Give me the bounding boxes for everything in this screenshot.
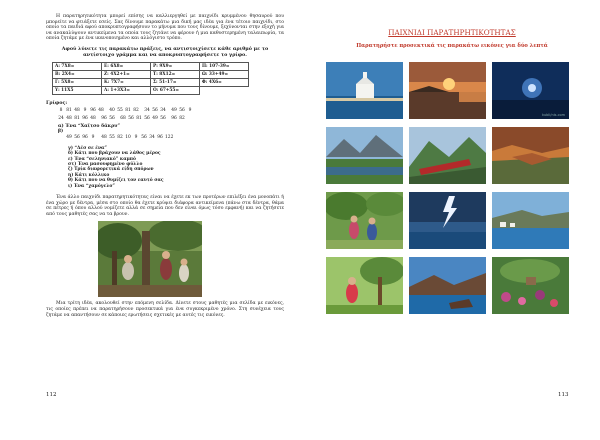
page-number-right: 113: [558, 392, 569, 398]
photo-red-train-mountains: [409, 127, 486, 184]
puzzle-number: 56: [128, 115, 134, 121]
page-number-left: 112: [46, 392, 57, 398]
puzzle-number: 56: [74, 134, 80, 140]
watermark: kubli/nis.com: [542, 113, 566, 117]
puzzle-word: [58, 108, 104, 113]
clue-list: [46, 146, 284, 189]
puzzle-row-3: [66, 135, 284, 140]
puzzle-number: 96: [90, 107, 96, 113]
puzzle-number: 82: [133, 107, 139, 113]
puzzle-number: 9: [188, 107, 192, 113]
puzzle-number: 48: [74, 107, 80, 113]
puzzle-number: 81: [74, 115, 80, 121]
clue-item: δ) Κάτι που βράχουν να λάθος μέρος: [68, 151, 161, 157]
photo-girl-with-tree: [326, 257, 403, 314]
operation-cell: Φ: 4Χ6=: [200, 78, 249, 86]
puzzle-number: 55: [117, 107, 123, 113]
puzzle-number: 55: [109, 134, 115, 140]
puzzle-number: 49: [152, 115, 158, 121]
photo-ocean-rocks: [409, 257, 486, 314]
operation-cell: Τ: 8Χ12=: [151, 70, 200, 78]
puzzle-number: 81: [66, 107, 72, 113]
puzzle-number: 49: [66, 134, 72, 140]
photo-storm-lightning: [409, 192, 486, 249]
photo-coastal-village: [492, 192, 569, 249]
instruction-heading: Αφού λύνετε τις παρακάτω πράξεις, να αντιστοιχίσετε κάθε αριθμό με το αντίστοιχο γράμμα και να αποκρυπτογραφήσετε το γρίφο.: [61, 45, 269, 58]
operation-cell: Α: 7Χ8=: [53, 62, 102, 70]
photo-flower-garden: [492, 257, 569, 314]
puzzle-number: 96: [82, 115, 88, 121]
puzzle-number: 34: [144, 107, 150, 113]
puzzle-number: 96: [101, 115, 107, 121]
puzzle-number: 8: [59, 107, 63, 113]
photo-children-in-garden: [326, 192, 403, 249]
puzzle-word: [101, 134, 174, 140]
photo-church-by-sea: [326, 62, 403, 119]
operation-cell: Ο: 67+55=: [151, 86, 200, 94]
operation-cell: Υ: 11Χ5: [53, 86, 102, 94]
second-paragraph: Ένα άλλο παιχνίδι παρατηρητικότητας είναι να έχετε εκ των προτέρων επιλέξει ένα μονοπάτι ή ένα χώρο με δέντρα, μέσα στο οποίο θα έχετε κρύψει διάφορα αντικείμενα (πάνω στα δέντρα, θάμα σε πέτρες ή όπου αλλού νομίζετε αλλά σε σημεία που δεν είναι όμως τόσο εμφανή) και να ζητήσετε από τους μαθητές σας να τα βρουν.: [46, 195, 284, 217]
puzzle-number: 68: [120, 115, 126, 121]
puzzle-label: Γρίφος:: [46, 99, 68, 106]
puzzle-number: 48: [98, 107, 104, 113]
puzzle-number: 40: [109, 107, 115, 113]
operations-table: [52, 62, 249, 95]
clue-item: ζ) Τρία διαφορετικά είδη σπόρων: [68, 167, 154, 173]
answer-a: α) Ένα “Χαϊτσο δάκρυ”: [58, 123, 121, 129]
operation-cell: Κ: 7Χ7=: [102, 78, 151, 86]
puzzle-word: [66, 135, 96, 140]
puzzle-number: 96: [82, 134, 88, 140]
puzzle-number: 34: [160, 107, 166, 113]
puzzle-number: 24: [58, 115, 64, 121]
clue-item: γ) “Δέσ σε ένα”: [68, 145, 107, 151]
clue-item: ι) Ένα “χαμόγελο”: [68, 183, 115, 189]
puzzle-number: 56: [144, 115, 150, 121]
operation-cell: Β: 2Χ4=: [53, 70, 102, 78]
puzzle-row-1: [58, 108, 284, 113]
operations-row: [53, 78, 249, 86]
intro-paragraph: Η παρατηρητικότητα μπορεί επίσης να καλλιεργηθεί με παιχνίδι κρυμμένου θησαυρού που μπορείτε να φτιάξετε εσείς. Σας δίνουμε παρακάτω μια δική μας ιδέα για ένα τέτοιο παιχνίδι, στο οποίο τα παιδιά αφού αποκρυπτογραφήσουν το μήνυμα που τους δίνουμε, ξεχύνονται στην εξοχή για να ανακαλύψουν αντικείμενα τα οποία τους ζητάνε να φέρουν ή μια καθυστερημένη ταλαιπωρία, τα οποία ζητάμε με ένα ικανοποιημένο και αλλόγιστο τρόπο.: [46, 14, 284, 42]
puzzle-number: 122: [165, 134, 174, 140]
clue-item: θ) Κάτι που να θυμίζει τον εαυτό σας: [68, 178, 164, 184]
photo-night-lighthouse: [492, 62, 569, 119]
puzzle-number: 49: [171, 107, 177, 113]
third-paragraph: Μια τρίτη ιδέα, ακολουθεί στην επόμενη σελίδα. Δίνετε στους μαθητές μια σελίδα με εικόνες, τις οποίες πρέπει να παρατηρήσουν προσεκτικά για ένα συγκεκριμένο χρόνο. Στη συνέχεια τους ζητάμε να απαντήσουν σε κάποιες ερωτήσεις σχετικές με αυτές τις εικόνες.: [46, 301, 284, 318]
puzzle-number: 48: [66, 115, 72, 121]
operations-row: [53, 70, 249, 78]
operation-cell: Γ: 5Χ8=: [53, 78, 102, 86]
photo-sunset-harbor: [409, 62, 486, 119]
photo-rocky-canyon: [492, 127, 569, 184]
puzzle-number: 56: [152, 107, 158, 113]
photo-grid: [326, 62, 569, 314]
puzzle-number: 48: [90, 115, 96, 121]
operations-row: [53, 86, 249, 94]
puzzle-number: 56: [179, 107, 185, 113]
puzzle-word: [171, 108, 193, 113]
photo-mountain-lake: [326, 127, 403, 184]
operation-cell: Ε: 6Χ8=: [102, 62, 151, 70]
puzzle-number: 56: [109, 115, 115, 121]
clue-item: στ) Ένα μασουφημένο φύλλο: [68, 162, 143, 167]
puzzle-row-2: [58, 116, 284, 121]
operations-row: [53, 62, 249, 70]
puzzle-word: [171, 116, 185, 121]
operation-cell: Ω: 33+49=: [200, 70, 249, 78]
answer-b: β): [58, 129, 64, 135]
puzzle-number: 48: [101, 134, 107, 140]
clue-item: ε) Ένα “σεληνιακό” καμπό: [68, 156, 136, 162]
puzzle-word: [144, 108, 166, 113]
puzzle-number: 82: [117, 134, 123, 140]
puzzle-number: 56: [160, 115, 166, 121]
right-title: ΠΑΙΧΝΙΔΙ ΠΑΡΑΤΗΡΗΤΙΚΟΤΗΤΑΣ: [388, 28, 516, 37]
puzzle-word: [58, 116, 96, 121]
puzzle-number: 56: [141, 134, 147, 140]
puzzle-number: 34: [149, 134, 155, 140]
operation-cell: Σ: 51-17=: [151, 78, 200, 86]
puzzle-number: 9: [91, 134, 95, 140]
right-page: [300, 0, 600, 440]
puzzle-number: 9: [134, 134, 138, 140]
puzzle-number: 9: [83, 107, 87, 113]
right-subtitle: Παρατηρήστε προσεκτικά τις παρακάτω εικόνες για δύο λεπτά: [356, 43, 548, 49]
puzzle-word: [101, 116, 115, 121]
puzzle-number: 81: [125, 107, 131, 113]
puzzle-number: 82: [179, 115, 185, 121]
puzzle-number: 10: [125, 134, 131, 140]
puzzle-word: [109, 108, 139, 113]
clue-item: η) Κάτι κόλλικο: [68, 172, 110, 178]
operation-cell: Ρ: 9Χ9=: [151, 62, 200, 70]
operation-cell: Π: 107-39=: [200, 62, 249, 70]
operation-cell: Ζ: 4Χ2+1=: [102, 70, 151, 78]
puzzle-number: 96: [157, 134, 163, 140]
operation-cell: Λ: 1+3Χ3=: [102, 86, 151, 94]
puzzle-word: [120, 116, 166, 121]
puzzle-number: 96: [171, 115, 177, 121]
puzzle-number: 81: [136, 115, 142, 121]
children-forest-photo: [98, 221, 202, 297]
